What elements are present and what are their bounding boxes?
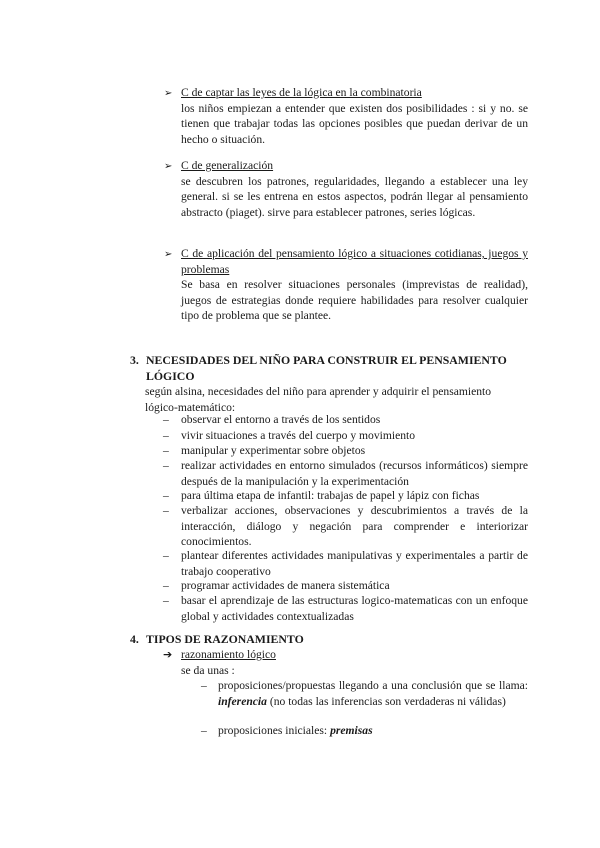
list-item <box>218 723 528 739</box>
dash-bullet-icon: – <box>163 504 169 517</box>
section-4-title: TIPOS DE RAZONAMIENTO <box>146 632 304 646</box>
dash-bullet-icon: – <box>163 579 169 592</box>
section-4-number: 4. <box>130 632 139 646</box>
capacity-body: Se basa en resolver situaciones personales (imprevistas de realidad), juegos de estrategias donde requiere habilidades para resolver cualquier tipo de problema que se plantee. <box>181 278 528 323</box>
capacity-title: C de aplicación del pensamiento lógico a situaciones cotidianas, juegos y problemas <box>181 247 528 276</box>
list-item: programar actividades de manera sistemática <box>181 579 390 592</box>
list-item: vivir situaciones a través del cuerpo y movimiento <box>181 429 416 442</box>
item-text: (no todas las inferencias son verdaderas ni válidas) <box>266 694 506 708</box>
capacity-body: se descubren los patrones, regularidades, llegando a establecer una ley general. si se les entrena en estos aspectos, podrán llegar al pensamiento abstracto (piaget). sirve para establecer patrones, series lógicas. <box>181 174 528 219</box>
list-item: para última etapa de infantil: trabajas de papel y lápiz con fichas <box>181 489 480 502</box>
item-emphasis: premisas <box>330 724 373 737</box>
list-item: plantear diferentes actividades manipulativas y experimentales a partir de trabajo cooperativo <box>181 549 528 578</box>
subsection-title: razonamiento lógico <box>181 648 276 661</box>
arrowhead-bullet-icon: ➢ <box>164 88 173 99</box>
item-text: proposiciones/propuestas llegando a una conclusión que se llama: <box>218 679 528 692</box>
list-item <box>218 678 528 709</box>
item-emphasis: inferencia <box>218 694 267 708</box>
capacity-body: los niños empiezan a entender que existen dos posibilidades : si y no. se tienen que trabajar todas las opciones posibles que puedan derivar de un hecho o situación. <box>181 101 528 146</box>
capacity-title: C de generalización <box>181 159 274 172</box>
capacity-title: C de captar las leyes de la lógica en la combinatoria <box>181 86 422 99</box>
dash-bullet-icon: – <box>163 444 169 457</box>
capacity-item <box>181 85 528 147</box>
dash-bullet-icon: – <box>163 489 169 502</box>
arrowhead-bullet-icon: ➢ <box>164 161 173 172</box>
dash-bullet-icon: – <box>163 549 169 562</box>
list-item: basar el aprendizaje de las estructuras logico-matematicas con un enfoque global y actividades contextualizadas <box>181 594 528 623</box>
dash-bullet-icon: – <box>201 679 207 692</box>
list-item: verbalizar acciones, observaciones y descubrimientos a través de la interacción, diálogo y negación para comprender e interiorizar conocimientos. <box>181 504 528 549</box>
dash-bullet-icon: – <box>163 594 169 607</box>
capacity-item <box>181 246 528 324</box>
list-item: observar el entorno a través de los sentidos <box>181 413 381 426</box>
section-3-title: NECESIDADES DEL NIÑO PARA CONSTRUIR EL PENSAMIENTO LÓGICO <box>146 353 507 383</box>
dash-bullet-icon: – <box>201 724 207 737</box>
list-item: manipular y experimentar sobre objetos <box>181 444 366 457</box>
list-item: realizar actividades en entorno simulados (recursos informáticos) siempre después de la manipulación y la experimentación <box>181 459 528 488</box>
section-3-number: 3. <box>130 353 139 367</box>
item-text: proposiciones iniciales: <box>218 724 331 737</box>
arrowhead-bullet-icon: ➢ <box>164 249 173 260</box>
dash-bullet-icon: – <box>163 413 169 426</box>
section-3-intro: según alsina, necesidades del niño para aprender y adquirir el pensamiento lógico-matemático: <box>145 385 492 414</box>
dash-bullet-icon: – <box>163 429 169 442</box>
dash-bullet-icon: – <box>163 459 169 472</box>
right-arrow-bullet-icon: ➔ <box>163 648 173 661</box>
subsection-intro: se da unas : <box>181 664 235 677</box>
capacity-item <box>181 158 528 220</box>
